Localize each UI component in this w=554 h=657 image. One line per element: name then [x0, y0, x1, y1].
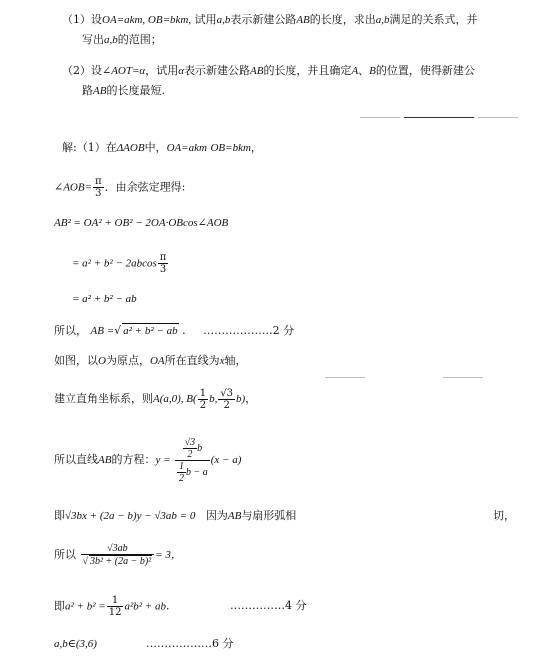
line-ab-equation [54, 432, 241, 488]
tan-d: 切， [493, 509, 515, 522]
line-y: y = [155, 454, 171, 466]
pi-over-3 [158, 252, 169, 275]
slope-fraction [175, 437, 210, 484]
dist-den [81, 555, 155, 567]
q2-text-a: ，试用 [145, 64, 179, 77]
divider-rule [443, 377, 483, 378]
q2-B: B [369, 65, 376, 77]
divider-rule [360, 117, 400, 118]
q2-line2-a: 路 [82, 84, 93, 97]
rel-a: 即 [54, 599, 65, 613]
distance-fraction [81, 543, 155, 567]
rel-rhs: a²b² + ab [124, 600, 166, 613]
dist-den-rad: 3b² + (2a − b)² [90, 556, 152, 567]
eq1: AB² = OA² + OB² − 2OA·OBcos∠AOB [54, 217, 229, 229]
sys-a: 建立直角坐标系，则 [54, 392, 153, 405]
q1-text-a: 试用 [191, 13, 217, 26]
points-6-line [146, 637, 234, 651]
question-1-line-2 [82, 33, 162, 47]
points-4-line [230, 599, 307, 613]
frac-num: √3 [220, 387, 234, 399]
coord-d: 轴， [224, 354, 247, 367]
q1-text-d: 满足的关系式，并 [389, 13, 478, 26]
q1-variables: OA=akm, OB=bkm, [102, 14, 192, 26]
q2-text-b: 表示新建公路 [183, 64, 250, 77]
angle-line [54, 176, 185, 199]
coord-x: x [219, 355, 225, 367]
den-b: b − a [186, 466, 208, 478]
points-2: ……………….2 分 [203, 324, 295, 337]
q2-text-c: 的长度，并且确定 [263, 64, 352, 77]
divider-rule [325, 377, 365, 378]
ab-eq: AB = [90, 325, 115, 337]
so-text: 所以， [54, 324, 87, 337]
sol-ob: OB=bkm [210, 142, 251, 154]
sol-intro-b: 中， [144, 141, 167, 154]
radicand: a² + b² − ab [123, 325, 178, 337]
tan-b: 因为 [205, 509, 228, 522]
question-2-line-1 [62, 64, 475, 78]
sqrt3-half [218, 388, 235, 411]
frac-num: 1 [107, 595, 124, 607]
q1-text-c: 的长度，求出 [309, 13, 376, 26]
points-6: ………………6 分 [146, 637, 234, 650]
frac-den: 2 [199, 399, 207, 411]
q2-A: A [351, 65, 359, 77]
cosine-law-eq1 [54, 216, 228, 230]
q1-text-b: 表示新建公路 [230, 13, 297, 26]
frac-num: 1 [199, 387, 207, 399]
frac-den: 2 [223, 399, 230, 411]
one-half [177, 461, 186, 484]
frac-den: 12 [108, 607, 122, 618]
tangent-line [54, 509, 296, 523]
sol-intro-c: ， [250, 141, 262, 154]
points-4: ……………4 分 [230, 599, 307, 612]
sys-b: ， [245, 392, 257, 405]
q2-angle: ∠AOT=α [102, 65, 146, 77]
q2-line2-b: 的长度最短. [106, 84, 165, 97]
coord-b: 为原点， [105, 354, 150, 367]
b-end: b) [236, 393, 246, 405]
line-a: 所以直线 [54, 453, 98, 466]
q2-AB: AB [249, 65, 264, 77]
dist-eq: = 3， [155, 549, 182, 561]
coord-O: O [98, 355, 106, 367]
frac-den: 2 [179, 472, 185, 484]
tan-a: 即 [54, 509, 65, 522]
eq2: = a² + b² − 2abcos [72, 257, 157, 270]
tangent-line-end [493, 509, 515, 523]
num-b: b [197, 442, 203, 454]
q1-ab2: a,b [375, 14, 390, 26]
rel-dot: . [165, 599, 170, 613]
distance-line [54, 540, 182, 570]
frac-den: 3 [159, 264, 167, 275]
coord-OA: OA [149, 355, 165, 367]
q2-text-e: 的位置，使得新建公 [375, 64, 475, 77]
coord-line [54, 354, 247, 368]
frac-den: 3 [95, 188, 102, 199]
slope-num [175, 437, 210, 461]
divider-rule [404, 117, 474, 118]
sqrt-icon: √ [82, 556, 88, 567]
frac-num: 1 [179, 460, 185, 472]
slope-den [175, 461, 210, 484]
ab-length-line [54, 323, 294, 338]
sol-intro-a: 解:（1）在 [62, 141, 117, 154]
q2-alpha: α [178, 65, 184, 77]
sol-oa: OA=akm [166, 142, 207, 154]
coord-c: 所在直线为 [164, 354, 220, 367]
tan-AB: AB [227, 510, 242, 522]
solution-intro [62, 141, 262, 155]
coord-a: 如图，以 [54, 354, 98, 367]
angle-lhs: ∠AOB= [54, 181, 93, 194]
point-A: A(a,0), B( [153, 393, 197, 405]
angle-text: ．由余弦定理得: [104, 180, 186, 194]
dist-num: √3ab [81, 543, 155, 555]
q1-AB1: AB [296, 14, 310, 26]
frac-den: 2 [187, 448, 193, 460]
x-minus-a: (x − a) [210, 454, 242, 466]
q1-line2-a: 写出 [82, 33, 104, 46]
sqrt-icon: √ [114, 324, 122, 337]
cosine-law-eq3 [72, 292, 137, 306]
one-half [198, 388, 208, 411]
line-AB: AB [98, 454, 112, 466]
line-b: 的方程： [111, 453, 156, 466]
dist-a: 所以 [54, 548, 76, 561]
range-line [54, 637, 97, 651]
q1-line2-b: 的范围； [117, 33, 162, 46]
q2-number: （2）设 [62, 64, 102, 77]
relation-line [54, 595, 169, 618]
q2-text-d: 、 [358, 64, 370, 77]
q1-ab1: a,b [216, 14, 231, 26]
frac-num: π [95, 176, 102, 187]
pi-over-3 [93, 176, 104, 199]
so-dot: . [178, 324, 186, 337]
range: a,b∈(3,6) [54, 638, 97, 650]
q1-ab3: a,b [104, 34, 118, 46]
coord-system-line [54, 386, 256, 412]
question-2-line-2 [82, 84, 165, 98]
q1-number: （1）设 [62, 13, 102, 26]
cosine-law-eq2 [72, 252, 169, 275]
eq3: = a² + b² − ab [72, 293, 137, 305]
rel-lhs: a² + b² = [65, 600, 106, 613]
sol-triangle: ΔAOB [116, 142, 145, 154]
divider-rule [478, 117, 518, 118]
tan-eq: √3bx + (2a − b)y − √3ab = 0 [65, 510, 196, 522]
b-mid: b, [209, 393, 218, 405]
frac-num: √3 [184, 436, 196, 448]
sqrt3-over-2 [183, 437, 198, 460]
frac-num: π [159, 252, 167, 263]
q2-AB2: AB [93, 85, 107, 97]
one-twelfth [107, 595, 124, 618]
tan-c: 与扇形弧相 [241, 509, 297, 522]
question-1-line-1 [62, 13, 478, 27]
